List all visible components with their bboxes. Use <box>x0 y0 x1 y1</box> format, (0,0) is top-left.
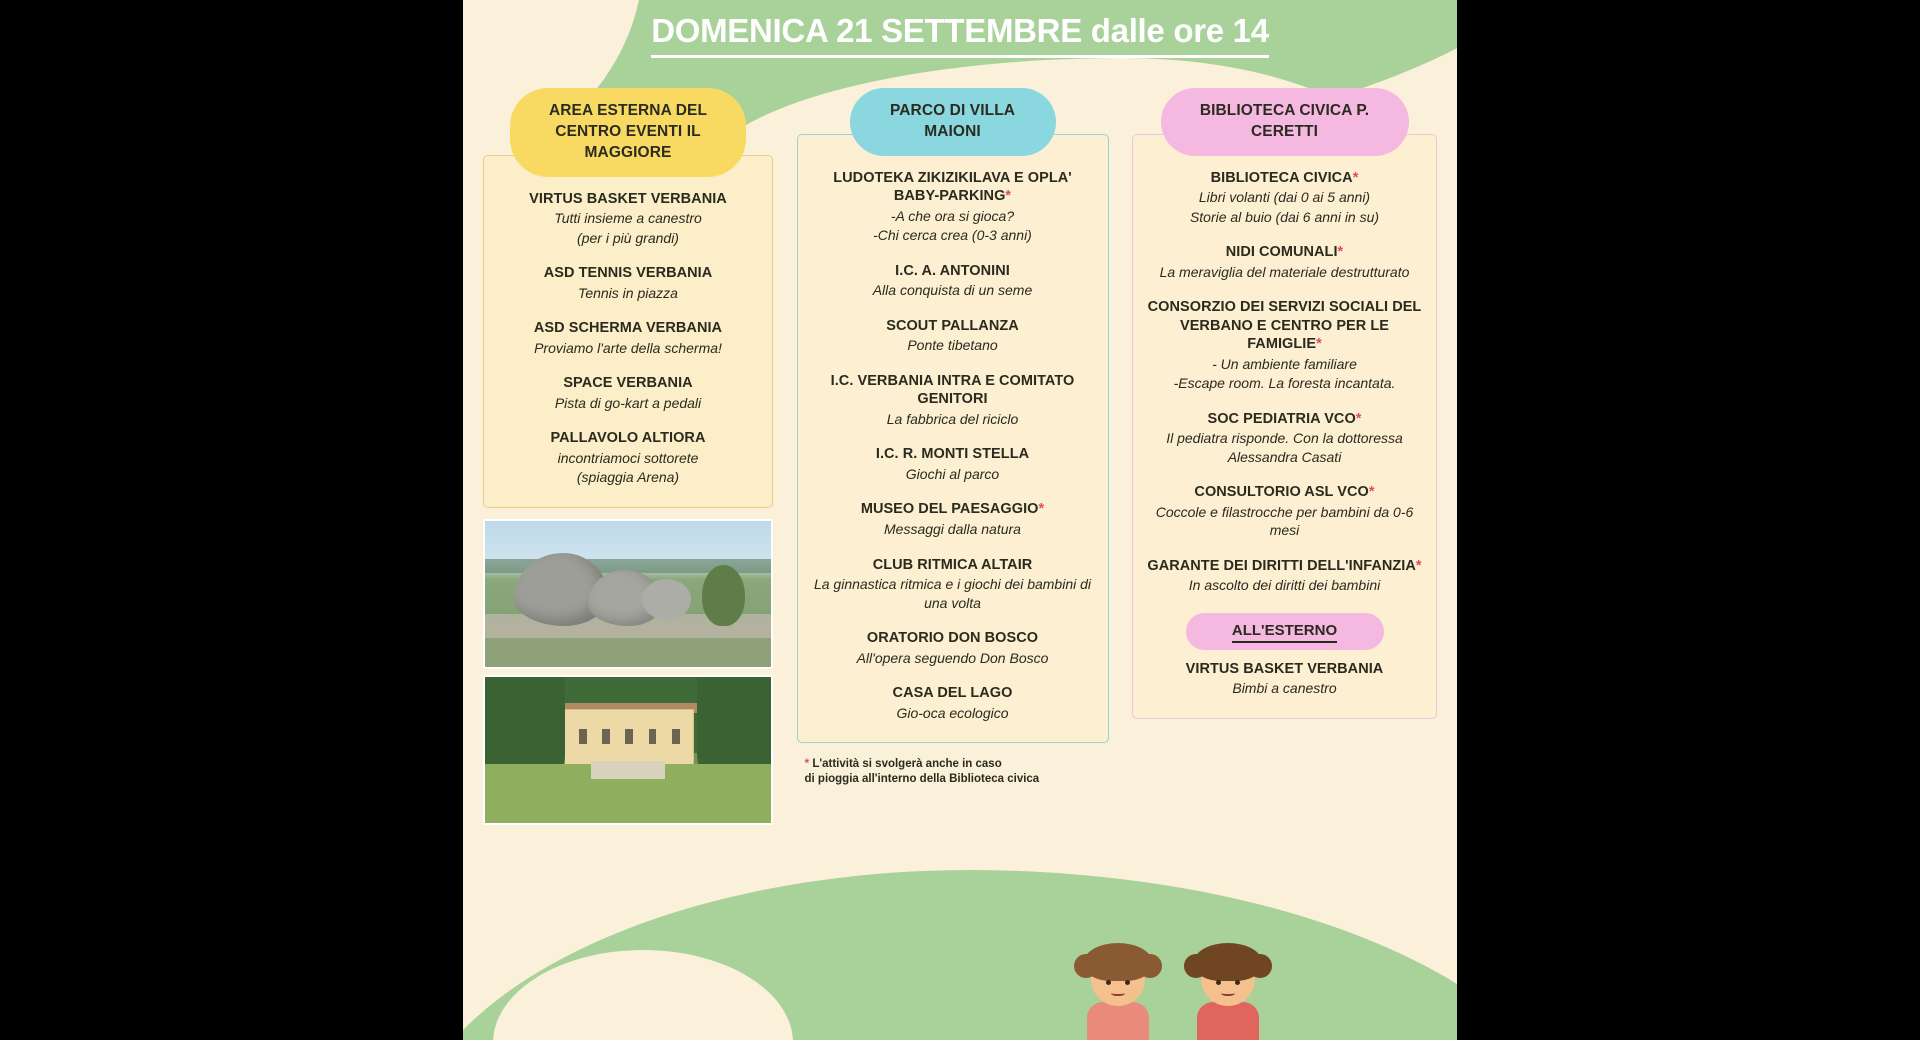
list-item <box>811 684 1095 722</box>
list-item <box>1146 557 1423 595</box>
entry-subtitle: Tennis in piazza <box>578 284 678 301</box>
footnote <box>797 756 1109 787</box>
photo-villa-maioni <box>483 675 773 825</box>
photo-gallery <box>483 519 773 825</box>
child-eye-right <box>1235 980 1240 985</box>
entry-title-text: NIDI COMUNALI <box>1225 244 1338 261</box>
columns-container <box>463 88 1457 831</box>
entry-subtitle: -Escape room. La foresta incantata. <box>1173 375 1396 392</box>
entry-title <box>1146 243 1423 262</box>
child-illustration-2 <box>1197 952 1259 1040</box>
asterisk-icon: * <box>1368 484 1375 501</box>
child-head-shape <box>1091 952 1145 1006</box>
entry-title-text: BIBLIOTECA CIVICA <box>1210 169 1353 186</box>
poster-header <box>463 12 1457 58</box>
entry-subtitle: La meraviglia del materiale destrutturato <box>1159 263 1410 280</box>
entry-subtitle: Tutti insieme a canestro <box>554 210 702 227</box>
entry-title <box>1146 483 1423 502</box>
kids-illustration <box>1087 920 1387 1040</box>
entry-title-text: SOC PEDIATRIA VCO <box>1207 410 1356 427</box>
entry-title: PALLAVOLO ALTIORA <box>550 430 706 447</box>
entry-subtitle: Giochi al parco <box>905 466 1000 483</box>
entry-subtitle: (per i più grandi) <box>577 229 679 246</box>
entry-subtitle: -A che ora si gioca? <box>890 207 1015 224</box>
entry-subtitle: Gio-oca ecologico <box>896 704 1009 721</box>
asterisk-icon: * <box>1316 336 1322 353</box>
list-item <box>811 445 1095 483</box>
entry-subtitle: All'opera seguendo Don Bosco <box>856 649 1049 666</box>
child-hair-bun-left <box>1184 954 1208 978</box>
footnote-line-2: di pioggia all'interno della Biblioteca civica <box>804 773 1040 786</box>
entry-subtitle: Libri volanti (dai 0 ai 5 anni) <box>1198 189 1371 206</box>
list-item <box>811 317 1095 355</box>
child-hair-bun-right <box>1248 954 1272 978</box>
entry-subtitle: Coccole e filastrocche per bambini da 0-6 mesi <box>1155 503 1414 539</box>
entry-title: SPACE VERBANIA <box>563 375 693 392</box>
list-item <box>1146 483 1423 539</box>
entry-title-text: CONSULTORIO ASL VCO <box>1194 484 1369 501</box>
child-head-shape <box>1201 952 1255 1006</box>
panel-parco-villa-maioni <box>797 134 1109 743</box>
list-item <box>811 500 1095 538</box>
entry-title: ASD TENNIS VERBANIA <box>543 265 713 282</box>
child-hair-bun-left <box>1074 954 1098 978</box>
entry-title-text: GARANTE DEI DIRITTI DELL'INFANZIA <box>1147 557 1416 574</box>
entry-title: ORATORIO DON BOSCO <box>866 629 1039 646</box>
all-esterno-badge <box>1186 613 1384 650</box>
list-item <box>811 169 1095 245</box>
entry-subtitle: Pista di go-kart a pedali <box>554 394 702 411</box>
list-item <box>811 629 1095 667</box>
entry-subtitle: Il pediatra risponde. Con la dottoressa Alessandra Casati <box>1166 430 1403 465</box>
entry-title: VIRTUS BASKET VERBANIA <box>1185 660 1384 677</box>
asterisk-icon: * <box>804 756 810 771</box>
column-parco-villa-maioni <box>797 88 1109 831</box>
asterisk-icon: * <box>1337 244 1344 261</box>
entry-subtitle: Ponte tibetano <box>907 337 998 354</box>
entry-title: CLUB RITMICA ALTAIR <box>872 556 1033 573</box>
page-title: DOMENICA 21 SETTEMBRE dalle ore 14 <box>651 12 1269 58</box>
entry-title: I.C. VERBANIA INTRA E COMITATO GENITORI <box>830 372 1075 408</box>
photo-window-shape <box>672 729 680 744</box>
photo-window-shape <box>579 729 587 744</box>
child-eye-left <box>1216 980 1221 985</box>
entry-title <box>1146 410 1423 429</box>
poster-canvas <box>463 0 1457 1040</box>
list-item <box>811 262 1095 300</box>
entry-title-text: MUSEO DEL PAESAGGIO <box>860 501 1039 518</box>
panel-biblioteca-civica <box>1132 134 1437 719</box>
photo-building-shape-3 <box>642 579 691 620</box>
entry-title-text: LUDOTEKA ZIKIZIKILAVA E OPLA' BABY-PARKING <box>833 169 1072 205</box>
list-item <box>1146 410 1423 466</box>
entry-subtitle: Storie al buio (dai 6 anni in su) <box>1189 208 1380 225</box>
entry-title: SCOUT PALLANZA <box>886 317 1019 334</box>
child-eye-left <box>1106 980 1111 985</box>
asterisk-icon: * <box>1038 501 1045 518</box>
entry-subtitle: - Un ambiente familiare <box>1212 355 1357 372</box>
column-heading-biblioteca-civica: BIBLIOTECA CIVICA P. CERETTI <box>1161 88 1409 156</box>
entry-title <box>1146 298 1423 354</box>
child-body-shape <box>1087 1002 1149 1040</box>
list-item <box>1146 243 1423 281</box>
entry-title: ASD SCHERMA VERBANIA <box>533 320 723 337</box>
child-hair-bun-right <box>1138 954 1162 978</box>
list-item <box>497 429 759 486</box>
entry-title: VIRTUS BASKET VERBANIA <box>529 190 727 207</box>
entry-subtitle: La fabbrica del riciclo <box>886 411 1019 427</box>
child-mouth <box>1221 989 1235 996</box>
entry-title-text: CONSORZIO DEI SERVIZI SOCIALI DEL VERBANO E CENTRO PER LE FAMIGLIE <box>1147 299 1422 353</box>
photo-stairs-shape <box>591 761 665 779</box>
list-item <box>497 190 759 247</box>
asterisk-icon: * <box>1355 410 1362 427</box>
entry-subtitle: Messaggi dalla natura <box>884 521 1021 538</box>
entry-subtitle: La ginnastica ritmica e i giochi dei bambini di una volta <box>813 576 1092 611</box>
child-illustration-1 <box>1087 952 1149 1040</box>
all-esterno-label: ALL'ESTERNO <box>1232 622 1337 643</box>
column-area-esterna <box>483 88 773 831</box>
entry-title: CASA DEL LAGO <box>892 685 1013 701</box>
entry-title <box>811 169 1095 206</box>
entry-title <box>1146 169 1423 188</box>
asterisk-icon: * <box>1005 188 1012 205</box>
column-heading-parco-villa-maioni: PARCO DI VILLA MAIONI <box>850 88 1056 156</box>
list-item <box>497 264 759 302</box>
list-item <box>811 372 1095 429</box>
asterisk-icon: * <box>1352 169 1359 186</box>
photo-museo-del-paesaggio <box>483 519 773 669</box>
list-item <box>497 374 759 412</box>
list-item <box>1146 169 1423 226</box>
entry-subtitle: Proviamo l'arte della scherma! <box>534 339 722 356</box>
entry-title <box>811 500 1095 519</box>
list-item <box>811 556 1095 612</box>
photo-window-shape <box>602 729 610 744</box>
photo-window-shape <box>649 729 657 744</box>
list-item <box>1146 298 1423 393</box>
child-eye-right <box>1125 980 1130 985</box>
panel-area-esterna <box>483 155 773 508</box>
entry-subtitle: (spiaggia Arena) <box>576 469 680 486</box>
photo-villa-facade-shape <box>562 709 694 767</box>
entry-subtitle: Alla conquista di un seme <box>872 282 1033 299</box>
footnote-line-1: L'attività si svolgerà anche in caso <box>809 758 1002 771</box>
entry-subtitle: Bimbi a canestro <box>1232 680 1337 697</box>
asterisk-icon: * <box>1415 557 1422 574</box>
entry-subtitle: In ascolto dei diritti dei bambini <box>1188 577 1381 594</box>
entry-title <box>1146 557 1423 576</box>
column-biblioteca-civica <box>1132 88 1437 831</box>
entry-subtitle: incontriamoci sottorete <box>557 449 699 466</box>
child-body-shape <box>1197 1002 1259 1040</box>
column-heading-area-esterna: AREA ESTERNA DEL CENTRO EVENTI IL MAGGIORE <box>510 88 746 177</box>
list-item <box>1146 660 1423 698</box>
entry-title: I.C. R. MONTI STELLA <box>875 446 1030 463</box>
photo-window-shape <box>625 729 633 744</box>
entry-title: I.C. A. ANTONINI <box>895 262 1010 279</box>
photo-tree-shape <box>702 565 745 626</box>
entry-subtitle: -Chi cerca crea (0-3 anni) <box>873 227 1032 244</box>
child-mouth <box>1111 989 1125 996</box>
list-item <box>497 319 759 357</box>
